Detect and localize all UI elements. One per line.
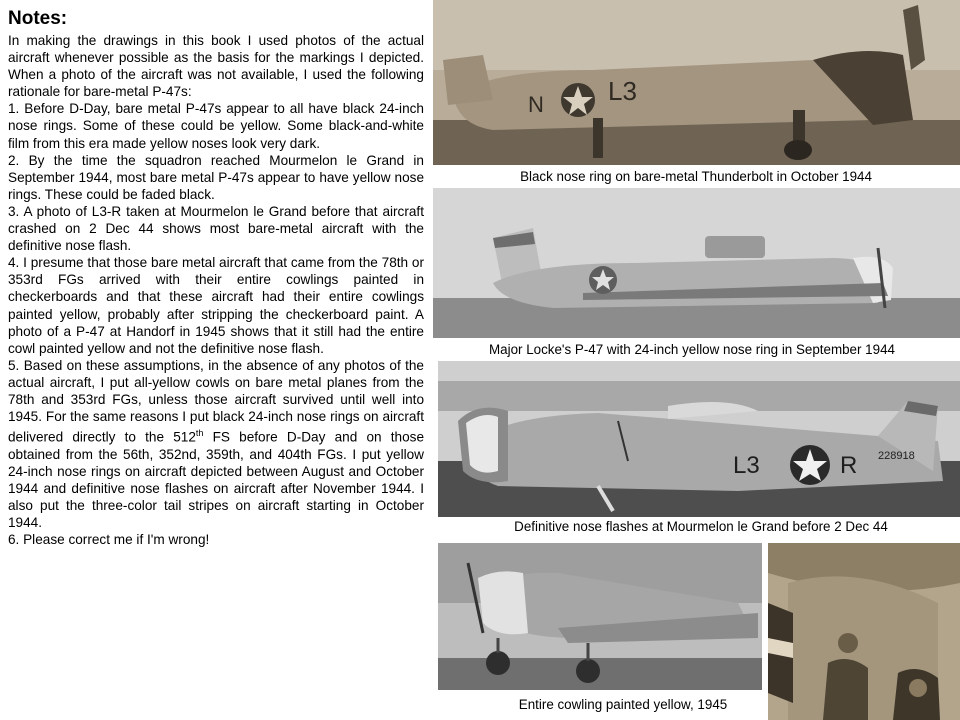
photo-3-caption: Definitive nose flashes at Mourmelon le Grand before 2 Dec 44 — [514, 519, 888, 534]
notes-item-5-part-a: 5. Based on these assumptions, in the absence of any photos of the actual aircraft, I put all-yellow cowls on bare metal planes from the 78th and 353rd FGs, unless those aircraft survived until well into 1945. For the same reasons I put black 24-inch nose rings on aircraft delivered directly to the 512 — [8, 357, 424, 445]
notes-item-1: 1. Before D-Day, bare metal P-47s appear to all have black 24-inch nose rings. Some of these could be yellow. Some black-and-white film from this era made yellow noses look very dark. — [8, 101, 424, 151]
notes-item-3: 3. A photo of L3-R taken at Mourmelon le Grand before that aircraft crashed on 2 Dec 44 shows most bare-metal aircraft with the definitive nose flash. — [8, 203, 424, 254]
photo-1-marking-right: L3 — [608, 76, 637, 106]
photo-1-caption: Black nose ring on bare-metal Thunderbolt in October 1944 — [520, 169, 872, 184]
photo-1-marking-left: N — [528, 92, 544, 117]
photo-3-serial: 228918 — [878, 450, 915, 462]
notes-item-6: 6. Please correct me if I'm wrong! — [8, 532, 210, 548]
notes-item-2: 2. By the time the squadron reached Mourmelon le Grand in September 1944, most bare metal P-47s appear to have yellow nose rings. These could be faded black. — [8, 152, 424, 202]
photo-3-image — [438, 361, 960, 517]
notes-item-5-superscript: th — [195, 428, 204, 439]
photo-3-marking-right: R — [840, 452, 858, 479]
notes-intro: In making the drawings in this book I used photos of the actual aircraft whenever possible as the basis for the markings I depicted. When a photo of the aircraft was not available, I used the following rationale for bare-metal P-47s: — [8, 33, 424, 100]
photo-4-image — [438, 543, 762, 690]
photo-5-image — [768, 543, 960, 720]
notes-title: Notes: — [8, 8, 68, 29]
photo-1-image — [433, 0, 960, 165]
notes-panel — [8, 8, 424, 548]
photo-entire-cowling-yellow — [438, 543, 762, 690]
photo-4-caption: Entire cowling painted yellow, 1945 — [518, 697, 728, 712]
photo-2-caption: Major Locke's P-47 with 24-inch yellow nose ring in September 1944 — [489, 342, 895, 357]
photo-definitive-nose-flash — [438, 361, 960, 517]
photo-3-marking-left: L3 — [733, 452, 760, 479]
notes-item-4: 4. I presume that those bare metal aircraft that came from the 78th or 353rd FGs arrived with their entire cowlings painted in checkerboards and that these aircraft had their entire cowlings painted yellow, probably after stripping the checkerboard paint. A photo of a P-47 at Handorf in 1945 shows that it still had the entire cowl painted yellow and not the definitive nose flash. — [8, 255, 424, 356]
photo-black-nose-ring — [433, 0, 960, 165]
photo-2-image — [433, 188, 960, 338]
photo-yellow-nose-ring — [433, 188, 960, 338]
photo-cowling-closeup — [768, 543, 960, 720]
notes-item-5 — [8, 357, 424, 531]
notes-item-5-part-b: FS before D-Day and on those obtained from the 56th, 352nd, 359th, and 404th FGs. I put yellow 24-inch nose rings on aircraft depicted between August and October 1944 and definitive nose flashes on aircraft after November 1944. I also put the three-color tail stripes on aircraft starting in October 1944. — [8, 429, 425, 531]
